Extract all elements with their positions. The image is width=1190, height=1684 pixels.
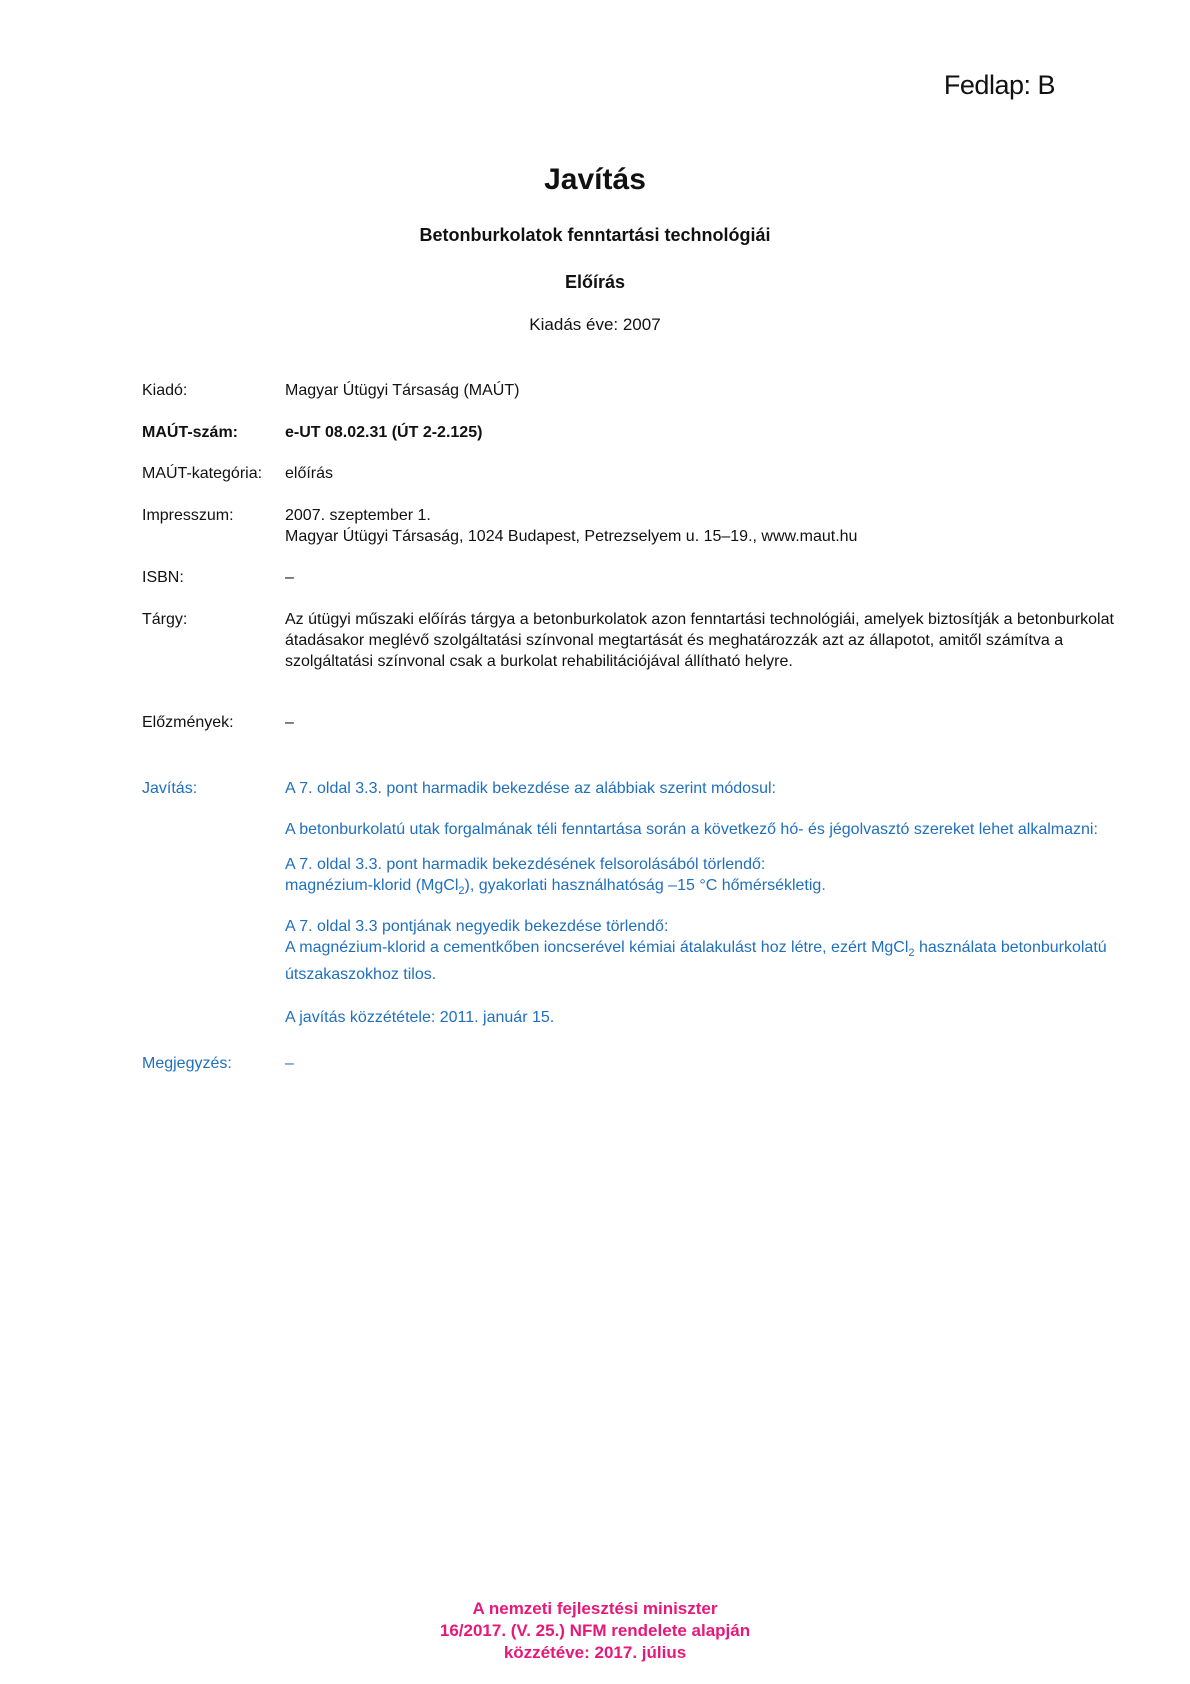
correction-paragraph: A betonburkolatú utak forgalmának téli fenntartása során a következő hó- és jégolvasztó szereket lehet alkalmazni:: [285, 821, 1098, 838]
correction-paragraph: A 7. oldal 3.3. pont harmadik bekezdése az alábbiak szerint módosul:: [285, 780, 776, 797]
edition-year: Kiadás éve: 2007: [529, 315, 661, 334]
field-value: Az útügyi műszaki előírás tárgya a betonburkolatok azon fenntartási technológiái, amelyek biztosítják a betonburkolat átadásakor meglévő szolgáltatási színvonal megtartását és meghatározzák azt az állapotot, amitől számítva a szolgáltatási színvonal csak a burkolat rehabilitációjával állítható helyre.: [285, 611, 1114, 670]
document-type: Előírás: [564, 272, 626, 292]
document-title: Javítás: [544, 163, 646, 196]
correction-line: használata betonburkolatú útszakaszokhoz tilos.: [285, 939, 1107, 984]
correction-body: [285, 778, 1155, 1042]
subscript: 2: [908, 947, 915, 960]
correction-line: ), gyakorlati használhatóság –15 °C hőmérsékletig.: [464, 877, 826, 894]
field-value: –: [285, 569, 294, 586]
correction-line: A magnézium-klorid a cementkőben ioncserével kémiai átalakulást hoz létre, ezért MgCl: [285, 939, 909, 957]
correction-paragraph: [285, 916, 1155, 985]
document-subtitle: Betonburkolatok fenntartási technológiái: [419, 225, 771, 245]
field-label: Javítás:: [142, 780, 198, 797]
field-value: –: [285, 714, 294, 731]
footer-line: A nemzeti fejlesztési miniszter: [472, 1599, 718, 1618]
field-label: MAÚT-szám:: [142, 424, 239, 441]
field-label: ISBN:: [142, 569, 184, 586]
correction-line: A 7. oldal 3.3. pont harmadik bekezdésének felsorolásából törlendő:: [285, 856, 766, 873]
correction-paragraph: A javítás közzététele: 2011. január 15.: [285, 1009, 555, 1027]
field-label: Tárgy:: [142, 611, 188, 628]
imprint-date: 2007. szeptember 1.: [285, 507, 431, 524]
correction-line: A 7. oldal 3.3 pontjának negyedik bekezdése törlendő:: [285, 918, 669, 936]
imprint-address: Magyar Útügyi Társaság, 1024 Budapest, Petrezselyem u. 15–19., www.maut.hu: [285, 528, 858, 545]
field-value: e-UT 08.02.31 (ÚT 2-2.125): [285, 424, 483, 441]
field-label: Előzmények:: [142, 714, 234, 731]
footer-line: 16/2017. (V. 25.) NFM rendelete alapján: [439, 1621, 751, 1640]
field-value: –: [285, 1055, 294, 1072]
cover-label: Fedlap: B: [943, 70, 1055, 100]
field-value: [285, 505, 1155, 547]
field-value: Magyar Útügyi Társaság (MAÚT): [285, 382, 520, 399]
field-label: Megjegyzés:: [142, 1055, 232, 1072]
field-label: Impresszum:: [142, 507, 234, 524]
correction-line: magnézium-klorid (MgCl: [285, 877, 459, 894]
field-label: MAÚT-kategória:: [142, 465, 263, 482]
field-label: Kiadó:: [142, 382, 188, 399]
publication-footer: [0, 1598, 1190, 1664]
subscript: 2: [458, 885, 465, 898]
footer-line: közzétéve: 2017. július: [503, 1643, 687, 1662]
correction-paragraph: [285, 854, 1155, 902]
field-value: előírás: [285, 465, 334, 482]
